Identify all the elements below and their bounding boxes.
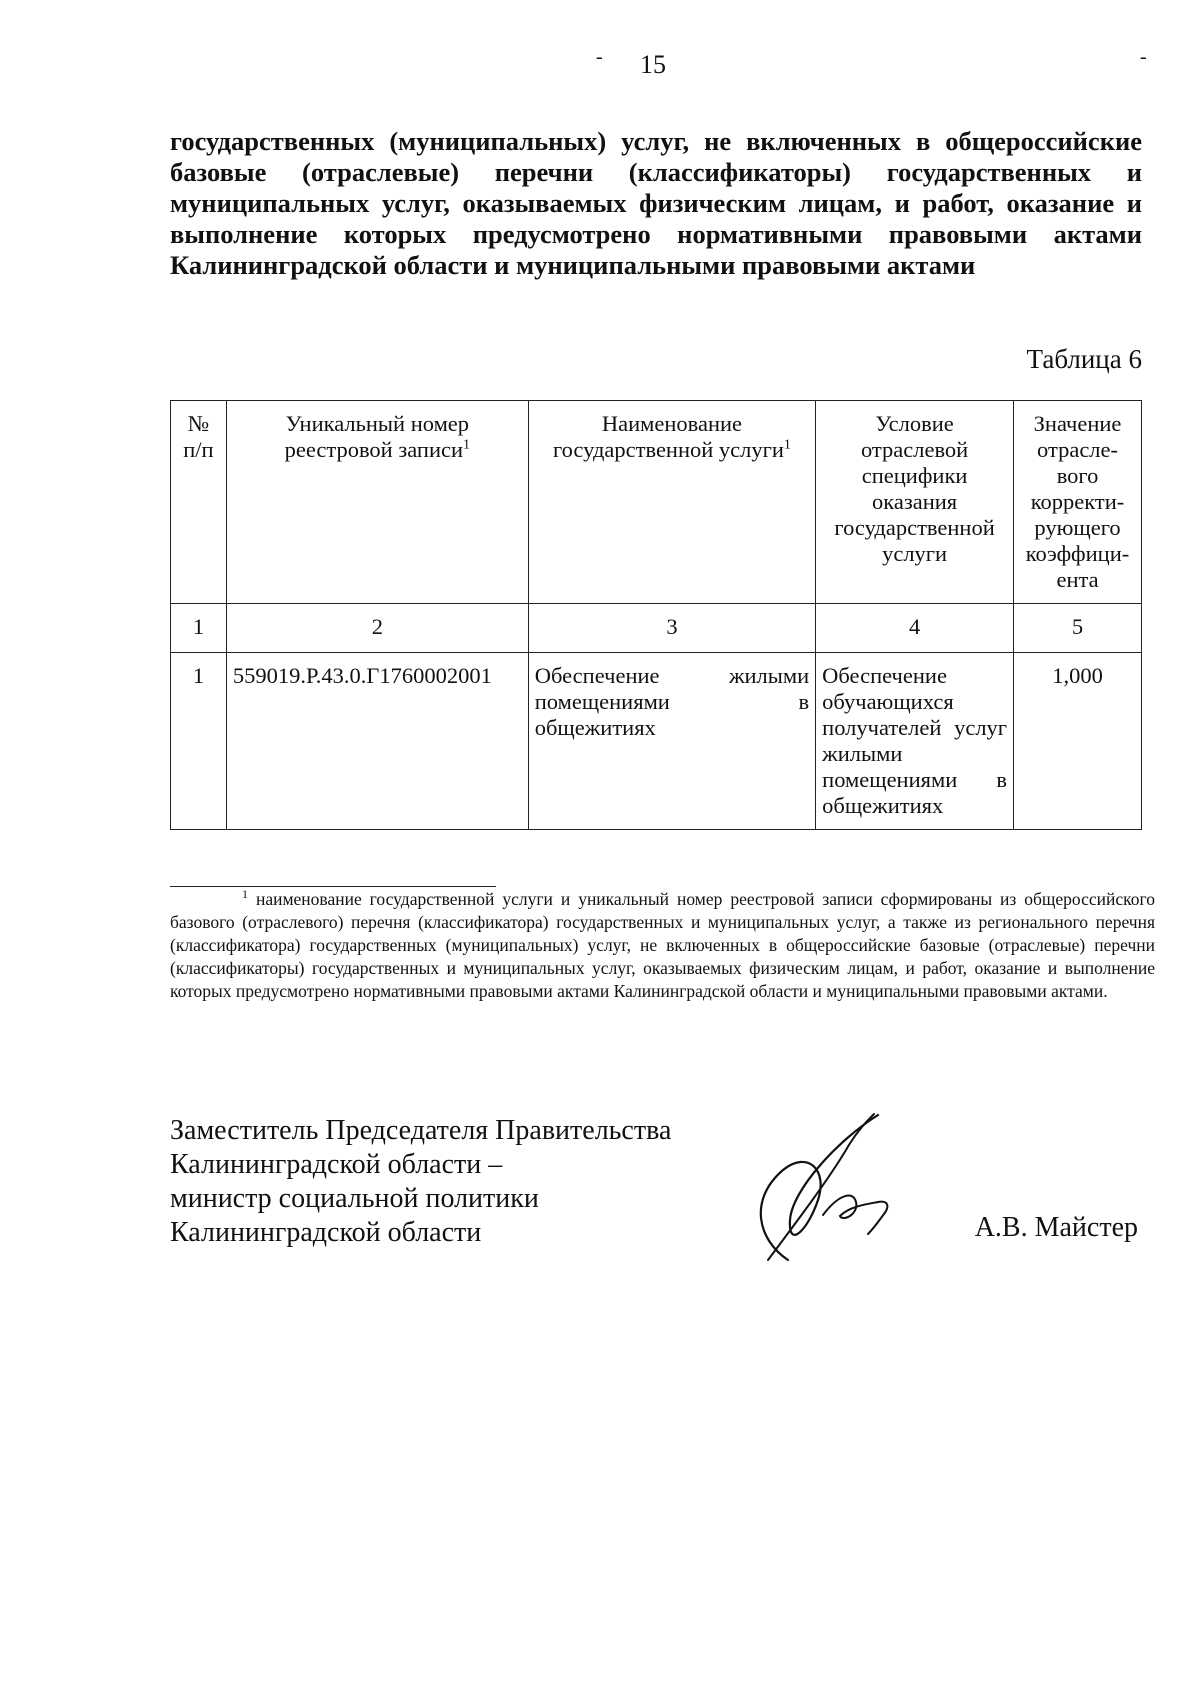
row-condition: Обеспечение обучающихся получателей услуг жилыми помещениями в общежитиях [816, 653, 1014, 830]
header-condition [816, 401, 1014, 604]
header-service-name [528, 401, 815, 604]
table-header-row [171, 401, 1142, 604]
header-service-name-sup: 1 [783, 437, 791, 453]
signatory-position [170, 1114, 671, 1250]
header-registry-id [226, 401, 528, 604]
table-row [171, 653, 1142, 830]
footnote [170, 888, 1155, 1003]
row-service-name: Обеспечение жилыми помещениями в общежитиях [528, 653, 815, 830]
coefficients-table [170, 400, 1142, 830]
column-number: 1 [171, 604, 227, 653]
header-registry-id-sup: 1 [463, 437, 471, 453]
row-registry-id: 559019.Р.43.0.Г1760002001 [226, 653, 528, 830]
position-line: министр социальной политики [170, 1183, 539, 1214]
footnote-text: наименование государственной услуги и уникальный номер реестровой записи сформированы из общероссийского базового (отраслевого) перечня (классификатора) государственных и муниципальных услуг, а также из регионального перечня (классификатора) государственных (муниципальных) услуг, не включенных в общероссийские базовые (отраслевые) перечни (классификаторы) государственных и муниципальных услуг, оказываемых физическим лицам, и работ, оказание и выполнение которых предусмотрено нормативными правовыми актами Калининградской области и муниципальными правовыми актами. [170, 889, 1156, 1001]
page-mark-left: - [596, 46, 603, 68]
header-coefficient [1014, 401, 1142, 604]
position-line: Заместитель Председателя Правительства [170, 1115, 672, 1146]
footnote-divider [170, 886, 496, 887]
header-number [171, 401, 227, 604]
header-number-text: № п/п [183, 411, 214, 462]
row-coefficient: 1,000 [1014, 653, 1142, 830]
signer-name: А.В. Майстер [974, 1212, 1138, 1243]
header-condition-text: Условие отраслевой специфики оказания государственной услуги [834, 411, 995, 566]
header-service-name-text: Наименование государственной услуги [552, 411, 784, 462]
position-line: Калининградской области – [170, 1149, 503, 1180]
column-number: 2 [226, 604, 528, 653]
column-number: 4 [816, 604, 1014, 653]
row-number: 1 [171, 653, 227, 830]
handwritten-signature-icon [728, 1110, 908, 1270]
page-mark-right: - [1140, 46, 1147, 68]
column-number-row [171, 604, 1142, 653]
position-line: Калининградской области [170, 1217, 482, 1248]
header-registry-id-text: Уникальный номер реестровой записи [284, 411, 470, 462]
header-coefficient-text: Значение отрасле-вого корректи-рующего коэффици-ента [1025, 411, 1130, 592]
table-caption: Таблица 6 [1026, 344, 1142, 374]
column-number: 5 [1014, 604, 1142, 653]
column-number: 3 [528, 604, 815, 653]
section-heading: государственных (муниципальных) услуг, не включенных в общероссийские базовые (отраслевые) перечни (классификаторы) государственных и муниципальных услуг, оказываемых физическим лицам, и работ, оказание и выполнение которых предусмотрено нормативными правовыми актами Калининградской области и муниципальными правовыми актами [170, 126, 1142, 280]
footnote-marker: 1 [242, 887, 248, 902]
page-number: 15 [640, 50, 666, 79]
